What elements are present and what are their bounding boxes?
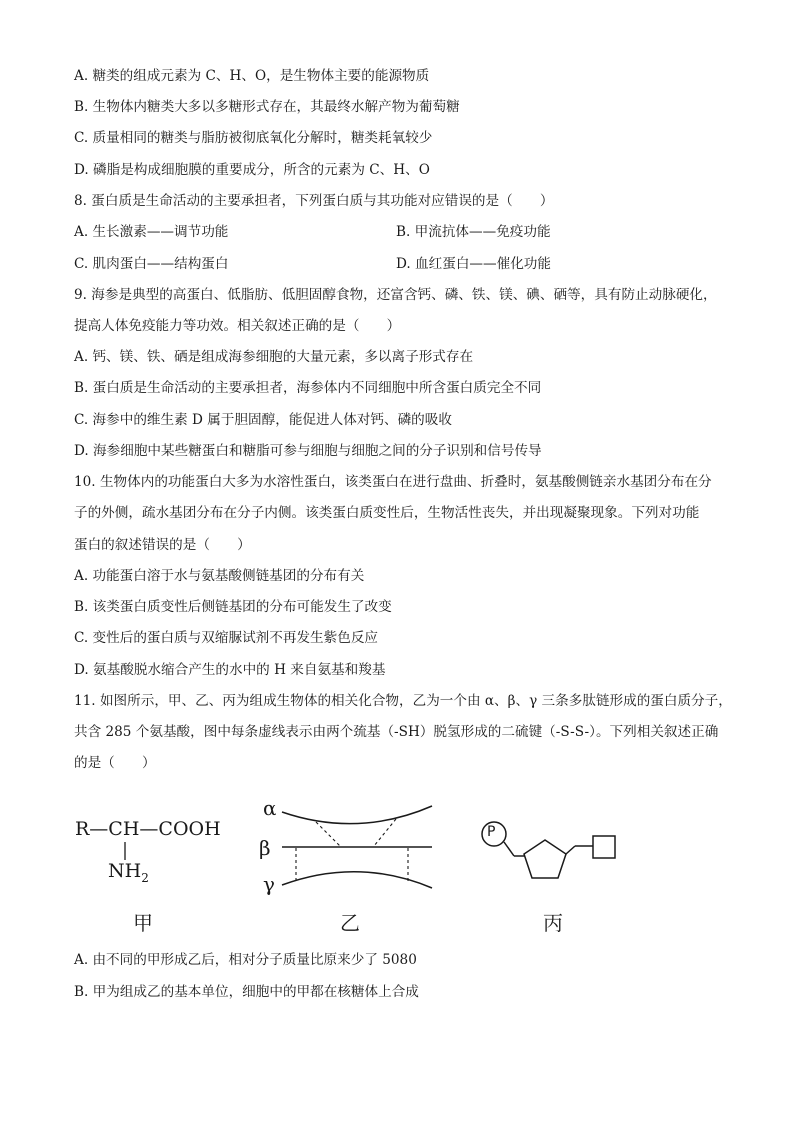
q8-stem: 8. 蛋白质是生命活动的主要承担者，下列蛋白质与其功能对应错误的是（ ）	[74, 193, 554, 209]
yi-chains-diagram	[278, 790, 438, 900]
q10-stem-line2: 子的外侧，疏水基团分布在分子内侧。该类蛋白质变性后，生物活性丧失，并出现凝聚现象。下列对功能	[74, 505, 700, 521]
q8-option-b: B. 甲流抗体——免疫功能	[396, 224, 551, 240]
q7-option-d: D. 磷脂是构成细胞膜的重要成分，所含的元素为 C、H、O	[74, 162, 430, 178]
yi-caption: 乙	[340, 911, 360, 935]
jia-formula: R—CH—COOH	[75, 818, 221, 840]
q8-option-a: A. 生长激素——调节功能	[74, 224, 229, 240]
alpha-label: α	[263, 796, 277, 820]
q9-option-b: B. 蛋白质是生命活动的主要承担者，海参体内不同细胞中所含蛋白质完全不同	[74, 380, 542, 396]
q7-option-a: A. 糖类的组成元素为 C、H、O，是生物体主要的能源物质	[74, 68, 430, 84]
q9-option-c: C. 海参中的维生素 D 属于胆固醇，能促进人体对钙、磷的吸收	[74, 412, 452, 428]
q10-stem-line3: 蛋白的叙述错误的是（ ）	[74, 537, 251, 553]
beta-label: β	[259, 836, 271, 860]
q7-option-b: B. 生物体内糖类大多以多糖形式存在，其最终水解产物为葡萄糖	[74, 99, 460, 115]
q9-option-d: D. 海参细胞中某些糖蛋白和糖脂可参与细胞与细胞之间的分子识别和信号传导	[74, 443, 542, 459]
jia-bond-line	[120, 842, 130, 862]
q11-figure	[60, 790, 660, 940]
q10-option-d: D. 氨基酸脱水缩合产生的水中的 H 来自氨基和羧基	[74, 662, 386, 678]
bing-caption: 丙	[543, 911, 563, 935]
q11-stem-line1: 11. 如图所示，甲、乙、丙为组成生物体的相关化合物，乙为一个由 α、β、γ 三条多肽链形成的蛋白质分子，	[74, 693, 732, 709]
q8-option-c: C. 肌肉蛋白——结构蛋白	[74, 256, 229, 272]
pentose-pentagon	[524, 840, 566, 878]
q9-option-a: A. 钙、镁、铁、硒是组成海参细胞的大量元素，多以离子形式存在	[74, 349, 474, 365]
q11-option-b: B. 甲为组成乙的基本单位，细胞中的甲都在核糖体上合成	[74, 984, 419, 1000]
jia-caption: 甲	[133, 911, 153, 935]
q7-option-c: C. 质量相同的糖类与脂肪被彻底氧化分解时，糖类耗氧较少	[74, 130, 433, 146]
q8-option-d: D. 血红蛋白——催化功能	[396, 256, 551, 272]
q10-option-b: B. 该类蛋白质变性后侧链基团的分布可能发生了改变	[74, 599, 392, 615]
nucleotide-diagram	[480, 818, 620, 888]
q10-stem-line1: 10. 生物体内的功能蛋白大多为水溶性蛋白，该类蛋白在进行盘曲、折叠时，氨基酸侧链亲水基团分布在分	[74, 474, 712, 490]
jia-nh2: $NH_2$	[108, 860, 149, 885]
q10-option-c: C. 变性后的蛋白质与双缩脲试剂不再发生紫色反应	[74, 630, 379, 646]
q11-option-a: A. 由不同的甲形成乙后，相对分子质量比原来少了 5080	[74, 952, 417, 968]
q11-stem-line2: 共含 285 个氨基酸，图中每条虚线表示由两个巯基（-SH）脱氢形成的二硫键（-S-S-）。下列相关叙述正确	[74, 724, 719, 740]
base-square	[593, 836, 615, 858]
gamma-label: γ	[263, 872, 275, 896]
q9-stem-line2: 提高人体免疫能力等功效。相关叙述正确的是（ ）	[74, 318, 401, 334]
phosphate-label: P	[487, 824, 496, 840]
q10-option-a: A. 功能蛋白溶于水与氨基酸侧链基团的分布有关	[74, 568, 365, 584]
q11-stem-line3: 的是（ ）	[74, 755, 156, 771]
q9-stem-line1: 9. 海参是典型的高蛋白、低脂肪、低胆固醇食物，还富含钙、磷、铁、镁、碘、硒等，具有防止动脉硬化，	[74, 287, 717, 303]
